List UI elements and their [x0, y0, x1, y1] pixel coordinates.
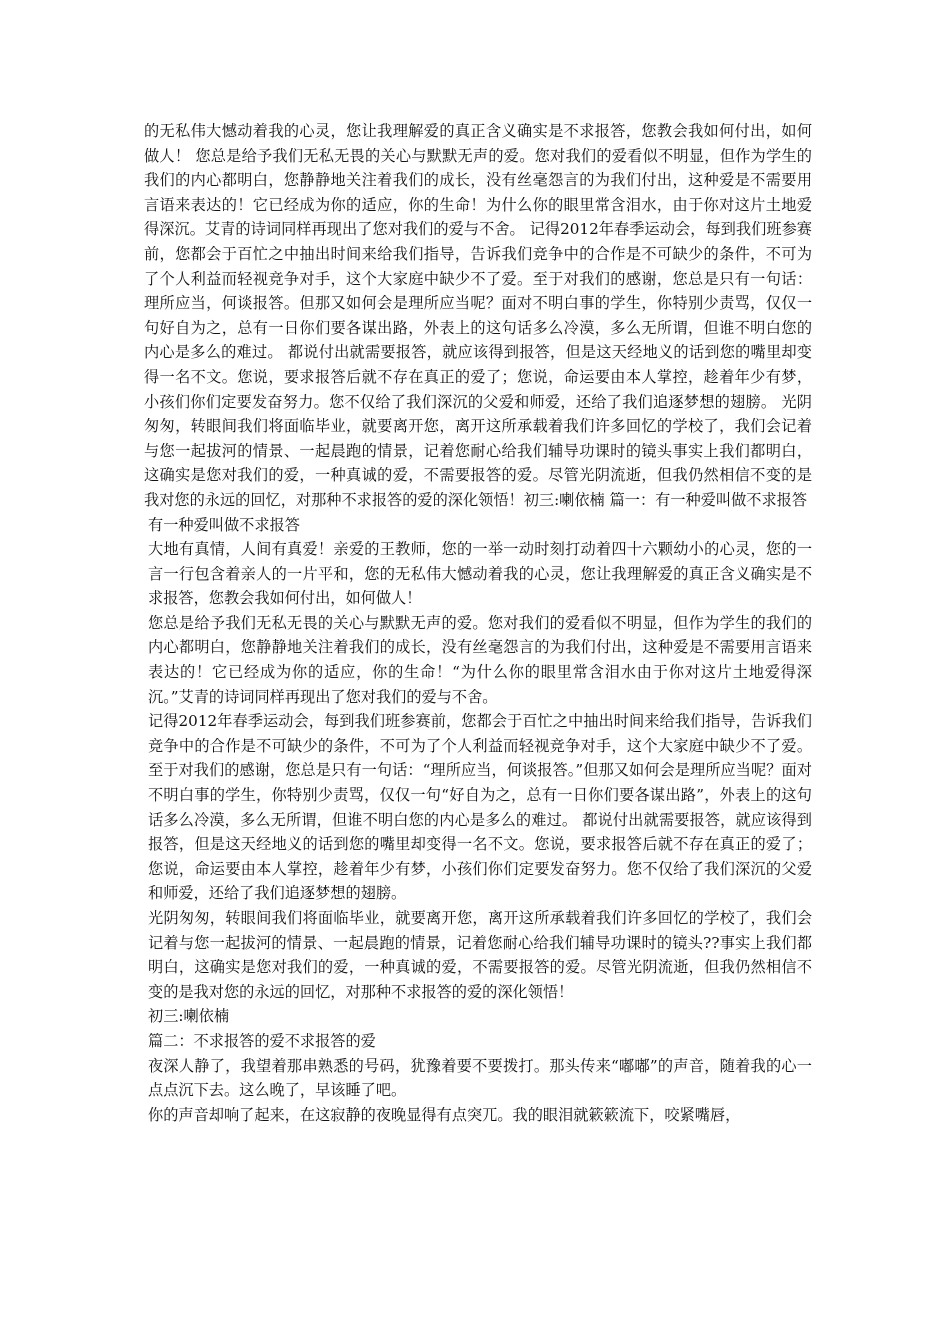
document-body	[144, 119, 812, 1127]
paragraph: 的无私伟大憾动着我的心灵，您让我理解爱的真正含义确实是不求报答，您教会我如何付出，如何做人！ 您总是给予我们无私无畏的关心与默默无声的爱。您对我们的爱看似不明显，但作为学生的我们的内心都明白，您静静地关注着我们的成长，没有丝毫怨言的为我们付出，这种爱是不需要用言语来表达的！它已经成为你的适应，你的生命！为什么你的眼里常含泪水，由于你对这片土地爱得深沉。艾青的诗词同样再现出了您对我们的爱与不舍。 记得2012年春季运动会，每到我们班参赛前，您都会于百忙之中抽出时间来给我们指导，告诉我们竞争中的合作是不可缺少的条件，不可为了个人利益而轻视竞争对手，这个大家庭中缺少不了爱。至于对我们的感谢，您总是只有一句话：理所应当，何谈报答。但那又如何会是理所应当呢？面对不明白事的学生，你特别少责骂，仅仅一句好自为之，总有一日你们要各谋出路，外表上的这句话多么冷漠，多么无所谓，但谁不明白您的内心是多么的难过。 都说付出就需要报答，就应该得到报答，但是这天经地义的话到您的嘴里却变得一名不文。您说，要求报答后就不存在真正的爱了；您说，命运要由本人掌控，趁着年少有梦，小孩们你们定要发奋努力。您不仅给了我们深沉的父爱和师爱，还给了我们追逐梦想的翅膀。 光阴匆匆，转眼间我们将面临毕业，就要离开您，离开这所承载着我们许多回忆的学校了，我们会记着与您一起拔河的情景、一起晨跑的情景，记着您耐心给我们辅导功课时的镜头事实上我们都明白，这确实是您对我们的爱，一种真诚的爱，不需要报答的爱。尽管光阴流逝，但我仍然相信不变的是我对您的永远的回忆，对那种不求报答的爱的深化领悟！初三:喇依楠 篇一：有一种爱叫做不求报答	[144, 122, 812, 509]
paragraph: 初三:喇依楠	[148, 1007, 230, 1026]
paragraph: 夜深人静了，我望着那串熟悉的号码，犹豫着要不要拨打。那头传来“嘟嘟”的声音，随着我的心一点点沉下去。这么晚了，早该睡了吧。	[148, 1056, 812, 1100]
paragraph: 光阴匆匆，转眼间我们将面临毕业，就要离开您，离开这所承载着我们许多回忆的学校了，我们会记着与您一起拔河的情景、一起晨跑的情景，记着您耐心给我们辅导功课时的镜头??事实上我们都明白，这确实是您对我们的爱，一种真诚的爱，不需要报答的爱。尽管光阴流逝，但我仍然相信不变的是我对您的永远的回忆，对那种不求报答的爱的深化领悟！	[148, 909, 812, 1001]
section-heading: 篇二：不求报答的爱不求报答的爱	[148, 1031, 376, 1050]
paragraph: 大地有真情，人间有真爱！亲爱的王教师，您的一举一动时刻打动着四十六颗幼小的心灵，您的一言一行包含着亲人的一片平和，您的无私伟大憾动着我的心灵，您让我理解爱的真正含义确实是不求报答，您教会我如何付出，如何做人！	[148, 540, 812, 608]
paragraph: 你的声音却响了起来，在这寂静的夜晚显得有点突兀。我的眼泪就簌簌流下，咬紧嘴唇，	[148, 1105, 741, 1124]
paragraph: 记得2012年春季运动会，每到我们班参赛前，您都会于百忙之中抽出时间来给我们指导，告诉我们竞争中的合作是不可缺少的条件，不可为了个人利益而轻视竞争对手，这个大家庭中缺少不了爱。至于对我们的感谢，您总是只有一句话：“理所应当，何谈报答。”但那又如何会是理所应当呢？面对不明白事的学生，你特别少责骂，仅仅一句“好自为之，总有一日你们要各谋出路”，外表上的这句话多么冷漠，多么无所谓，但谁不明白您的内心是多么的难过。 都说付出就需要报答，就应该得到报答，但是这天经地义的话到您的嘴里却变得一名不文。您说，要求报答后就不存在真正的爱了；您说，命运要由本人掌控，趁着年少有梦，小孩们你们定要发奋努力。您不仅给了我们深沉的父爱和师爱，还给了我们追逐梦想的翅膀。	[148, 712, 812, 903]
paragraph: 您总是给予我们无私无畏的关心与默默无声的爱。您对我们的爱看似不明显，但作为学生的我们的内心都明白，您静静地关注着我们的成长，没有丝毫怨言的为我们付出，这种爱是不需要用言语来表达的！它已经成为你的适应，你的生命！“为什么你的眼里常含泪水由于你对这片土地爱得深沉。”艾青的诗词同样再现出了您对我们的爱与不舍。	[148, 613, 812, 706]
paragraph: 有一种爱叫做不求报答	[148, 515, 300, 534]
